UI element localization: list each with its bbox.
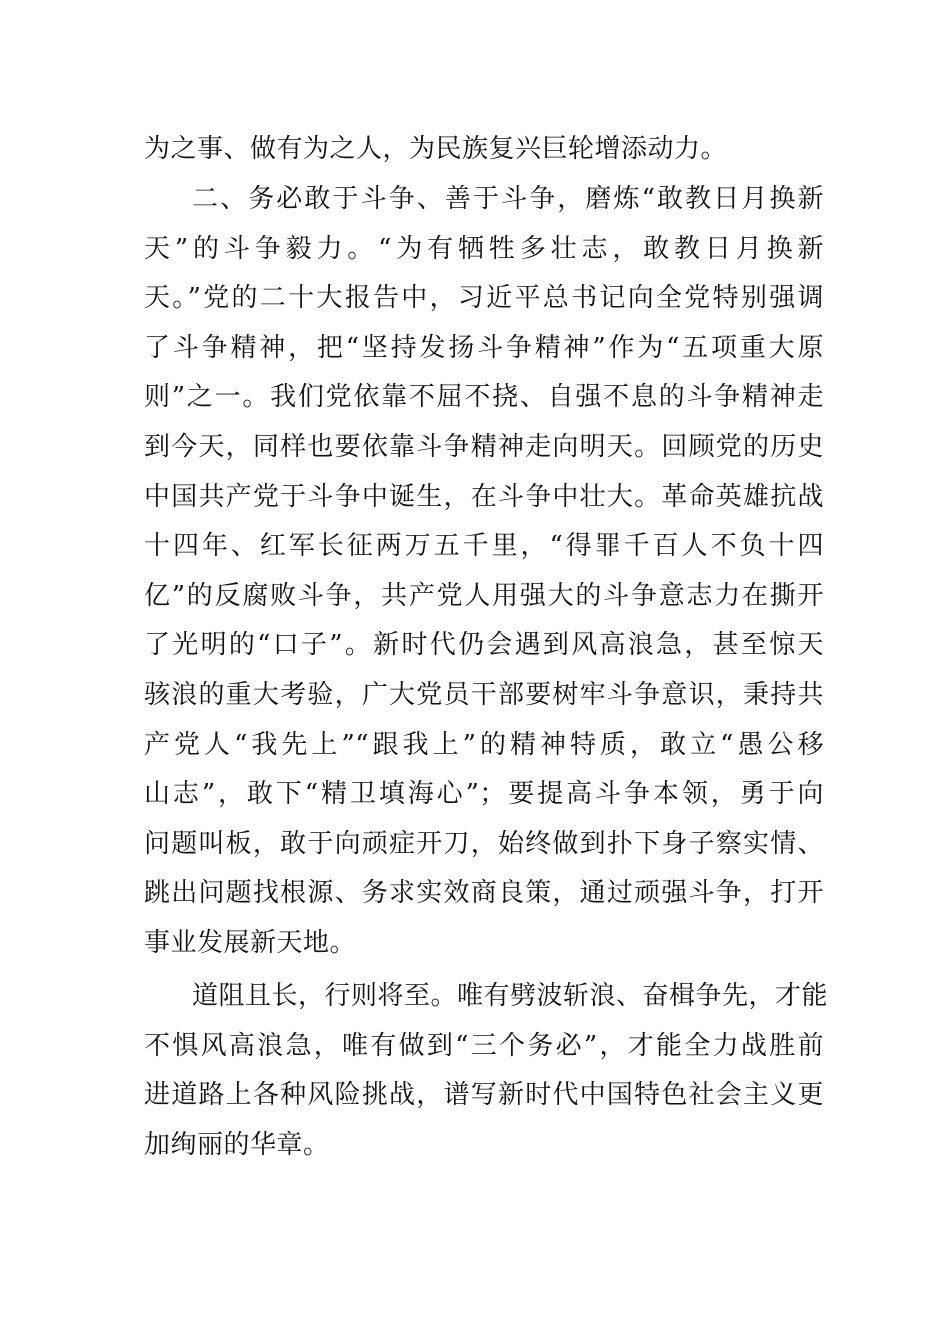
- paragraph-line: 天。”党的二十大报告中，习近平总书记向全党特别强调: [144, 283, 824, 314]
- paragraph-line: 了光明的“口子”。新时代仍会遇到风高浪急，甚至惊天: [144, 630, 824, 661]
- paragraph-conclusion: [144, 972, 829, 1170]
- paragraph-line: 则”之一。我们党依靠不屈不挠、自强不息的斗争精神走: [144, 382, 824, 413]
- paragraph-line: 天”的斗争毅力。“为有牺牲多壮志，敢教日月换新: [144, 233, 824, 264]
- paragraph-line: 山志”，敢下“精卫填海心”；要提高斗争本领，勇于向: [144, 779, 824, 810]
- paragraph-line: 进道路上各种风险挑战，谱写新时代中国特色社会主义更: [144, 1080, 824, 1111]
- paragraph-line: 问题叫板，敢于向顽症开刀，始终做到扑下身子察实情、: [144, 828, 824, 859]
- paragraph-line: 不惧风高浪急，唯有做到“三个务必”，才能全力战胜前: [144, 1030, 824, 1061]
- paragraph-line: 加绚丽的华章。: [144, 1129, 330, 1160]
- paragraph-line: 跳出问题找根源、务求实效商良策，通过顽强斗争，打开: [144, 878, 824, 909]
- paragraph-line: 了斗争精神，把“坚持发扬斗争精神”作为“五项重大原: [144, 332, 824, 363]
- paragraph-line: 亿”的反腐败斗争，共产党人用强大的斗争意志力在撕开: [144, 580, 824, 611]
- paragraph-line: 骇浪的重大考验，广大党员干部要树牢斗争意识，秉持共: [144, 679, 824, 710]
- paragraph-line: 产党人“我先上”“跟我上”的精神特质，敢立“愚公移: [144, 729, 824, 760]
- paragraph-line: 到今天，同样也要依靠斗争精神走向明天。回顾党的历史: [144, 431, 824, 462]
- paragraph-struggle: [144, 175, 824, 969]
- paragraph-line: 中国共产党于斗争中诞生，在斗争中壮大。革命英雄抗战: [144, 481, 824, 512]
- paragraph-line: 为之事、做有为之人，为民族复兴巨轮增添动力。: [144, 134, 728, 164]
- paragraph-line: 道阻且长，行则将至。唯有劈波斩浪、奋楫争先，才能: [192, 981, 829, 1011]
- paragraph-line: 二、务必敢于斗争、善于斗争，磨炼“敢教日月换新: [192, 184, 824, 214]
- paragraph-line: 事业发展新天地。: [144, 927, 357, 958]
- paragraph-continuation: [144, 125, 824, 175]
- paragraph-line: 十四年、红军长征两万五千里，“得罪千百人不负十四: [144, 531, 824, 562]
